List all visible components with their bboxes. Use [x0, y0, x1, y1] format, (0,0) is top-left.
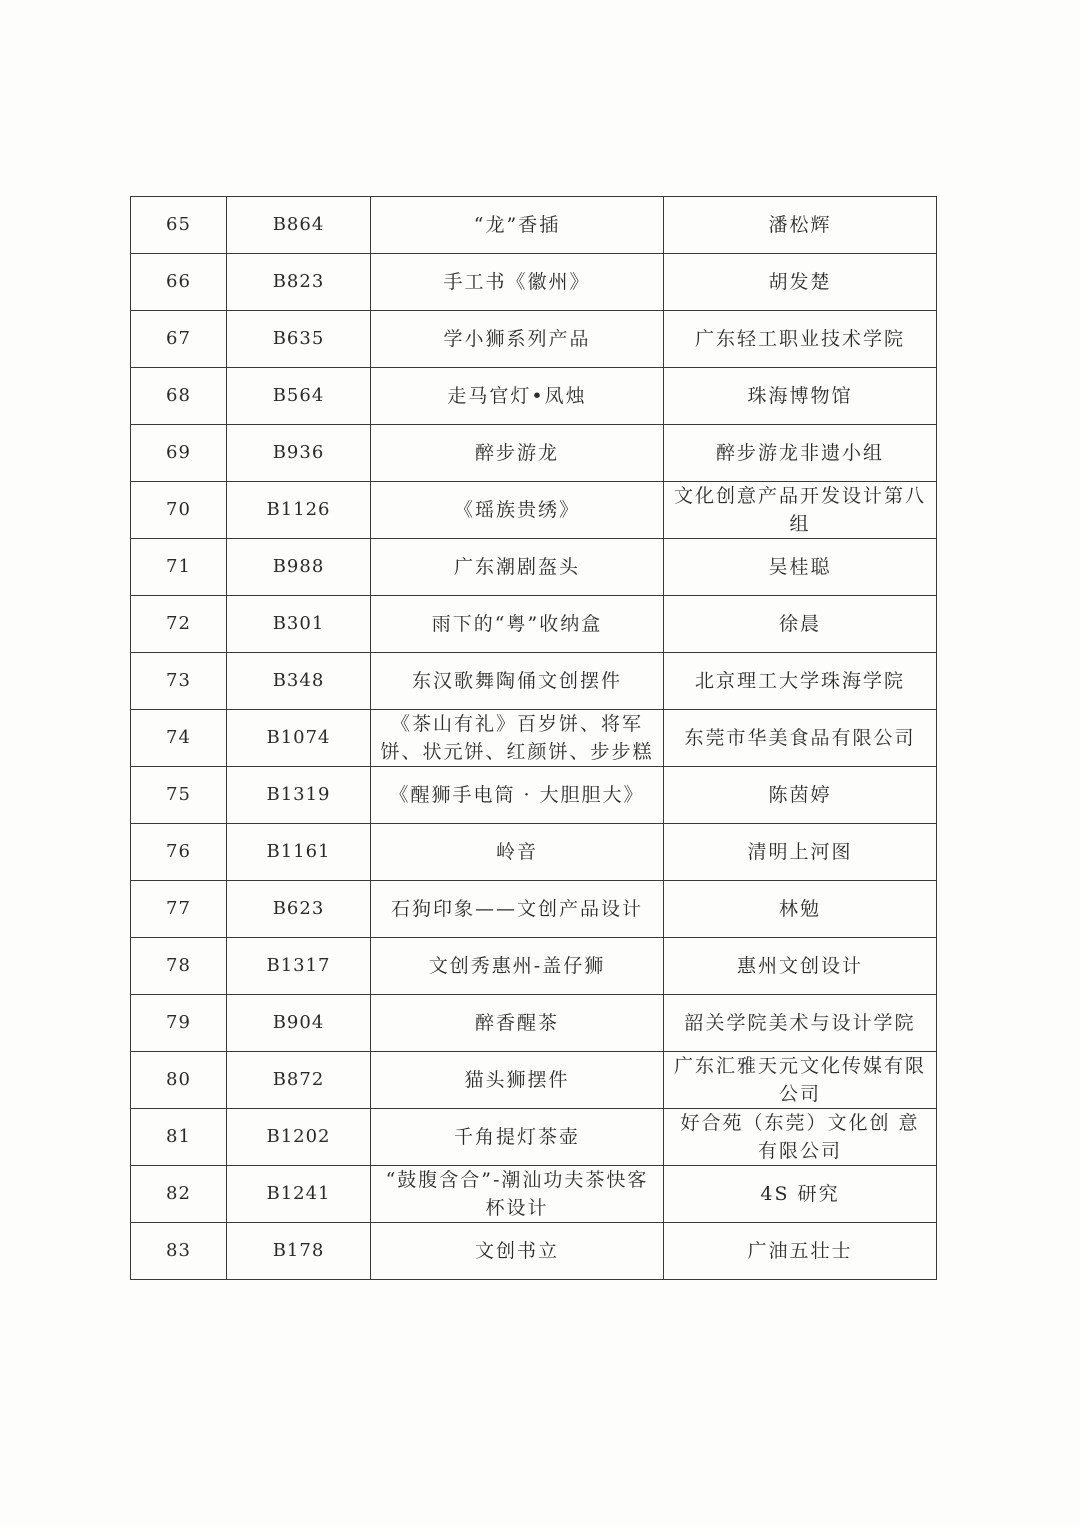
entry-number: 71: [131, 539, 227, 596]
entry-code: B904: [227, 995, 371, 1052]
entry-author: 珠海博物馆: [664, 368, 937, 425]
entries-table-body: [131, 197, 937, 1280]
entry-number: 79: [131, 995, 227, 1052]
entry-number: 80: [131, 1052, 227, 1109]
entry-author: 好合苑（东莞）文化创 意有限公司: [664, 1109, 937, 1166]
entry-work-name: 东汉歌舞陶俑文创摆件: [371, 653, 664, 710]
table-row: [131, 1223, 937, 1280]
entry-work-name: 学小狮系列产品: [371, 311, 664, 368]
entry-number: 68: [131, 368, 227, 425]
entry-code: B1319: [227, 767, 371, 824]
entry-number: 67: [131, 311, 227, 368]
table-row: [131, 311, 937, 368]
entry-author: 醉步游龙非遗小组: [664, 425, 937, 482]
entries-table: [130, 196, 937, 1280]
entry-work-name: 《瑶族贵绣》: [371, 482, 664, 539]
entry-author: 广东轻工职业技术学院: [664, 311, 937, 368]
entry-author: 清明上河图: [664, 824, 937, 881]
entry-work-name: 猫头狮摆件: [371, 1052, 664, 1109]
entry-work-name: 醉步游龙: [371, 425, 664, 482]
entry-number: 65: [131, 197, 227, 254]
entry-number: 83: [131, 1223, 227, 1280]
entry-author: 惠州文创设计: [664, 938, 937, 995]
entry-author: 吴桂聪: [664, 539, 937, 596]
entry-number: 76: [131, 824, 227, 881]
entry-code: B1317: [227, 938, 371, 995]
table-row: [131, 653, 937, 710]
entry-code: B1161: [227, 824, 371, 881]
table-row: [131, 539, 937, 596]
entry-code: B564: [227, 368, 371, 425]
table-row: [131, 1052, 937, 1109]
entry-number: 73: [131, 653, 227, 710]
table-row: [131, 197, 937, 254]
entry-author: 徐晨: [664, 596, 937, 653]
entry-code: B936: [227, 425, 371, 482]
entry-code: B864: [227, 197, 371, 254]
table-row: [131, 596, 937, 653]
entry-code: B1074: [227, 710, 371, 767]
entry-number: 69: [131, 425, 227, 482]
entry-work-name: 千角提灯茶壶: [371, 1109, 664, 1166]
entry-work-name: “鼓腹含合”-潮汕功夫茶快客杯设计: [371, 1166, 664, 1223]
entry-code: B1241: [227, 1166, 371, 1223]
table-row: [131, 1166, 937, 1223]
entry-author: 文化创意产品开发设计第八组: [664, 482, 937, 539]
entry-work-name: 《醒狮手电筒 · 大胆胆大》: [371, 767, 664, 824]
table-row: [131, 710, 937, 767]
table-row: [131, 938, 937, 995]
table-row: [131, 254, 937, 311]
entry-author: 广东汇雅天元文化传媒有限公司: [664, 1052, 937, 1109]
entry-number: 72: [131, 596, 227, 653]
table-row: [131, 767, 937, 824]
table-row: [131, 368, 937, 425]
entry-code: B178: [227, 1223, 371, 1280]
entry-work-name: 雨下的“粤”收纳盒: [371, 596, 664, 653]
entry-author: 林勉: [664, 881, 937, 938]
entry-number: 82: [131, 1166, 227, 1223]
entry-author: 北京理工大学珠海学院: [664, 653, 937, 710]
entry-code: B872: [227, 1052, 371, 1109]
entry-code: B623: [227, 881, 371, 938]
entry-author: 东莞市华美食品有限公司: [664, 710, 937, 767]
entry-number: 70: [131, 482, 227, 539]
entry-number: 78: [131, 938, 227, 995]
entry-work-name: 《茶山有礼》百岁饼、将军饼、状元饼、红颜饼、步步糕: [371, 710, 664, 767]
table-row: [131, 425, 937, 482]
entry-code: B1202: [227, 1109, 371, 1166]
entry-work-name: 走马官灯•凤烛: [371, 368, 664, 425]
entry-code: B301: [227, 596, 371, 653]
entry-number: 81: [131, 1109, 227, 1166]
entry-work-name: “龙”香插: [371, 197, 664, 254]
entry-author: 广油五壮士: [664, 1223, 937, 1280]
entry-work-name: 文创书立: [371, 1223, 664, 1280]
table-row: [131, 824, 937, 881]
entry-author: 4S 研究: [664, 1166, 937, 1223]
entry-number: 66: [131, 254, 227, 311]
entry-number: 75: [131, 767, 227, 824]
table-row: [131, 1109, 937, 1166]
entry-code: B635: [227, 311, 371, 368]
entry-code: B348: [227, 653, 371, 710]
entry-work-name: 手工书《徽州》: [371, 254, 664, 311]
entry-number: 74: [131, 710, 227, 767]
entry-code: B823: [227, 254, 371, 311]
entry-work-name: 醉香醒茶: [371, 995, 664, 1052]
entry-work-name: 石狗印象——文创产品设计: [371, 881, 664, 938]
entry-author: 陈茵婷: [664, 767, 937, 824]
table-row: [131, 482, 937, 539]
entry-code: B1126: [227, 482, 371, 539]
entry-work-name: 文创秀惠州-盖仔狮: [371, 938, 664, 995]
entry-author: 胡发楚: [664, 254, 937, 311]
entry-author: 潘松辉: [664, 197, 937, 254]
entry-code: B988: [227, 539, 371, 596]
entry-work-name: 广东潮剧盔头: [371, 539, 664, 596]
table-row: [131, 881, 937, 938]
entry-work-name: 岭音: [371, 824, 664, 881]
table-row: [131, 995, 937, 1052]
entry-number: 77: [131, 881, 227, 938]
entry-author: 韶关学院美术与设计学院: [664, 995, 937, 1052]
